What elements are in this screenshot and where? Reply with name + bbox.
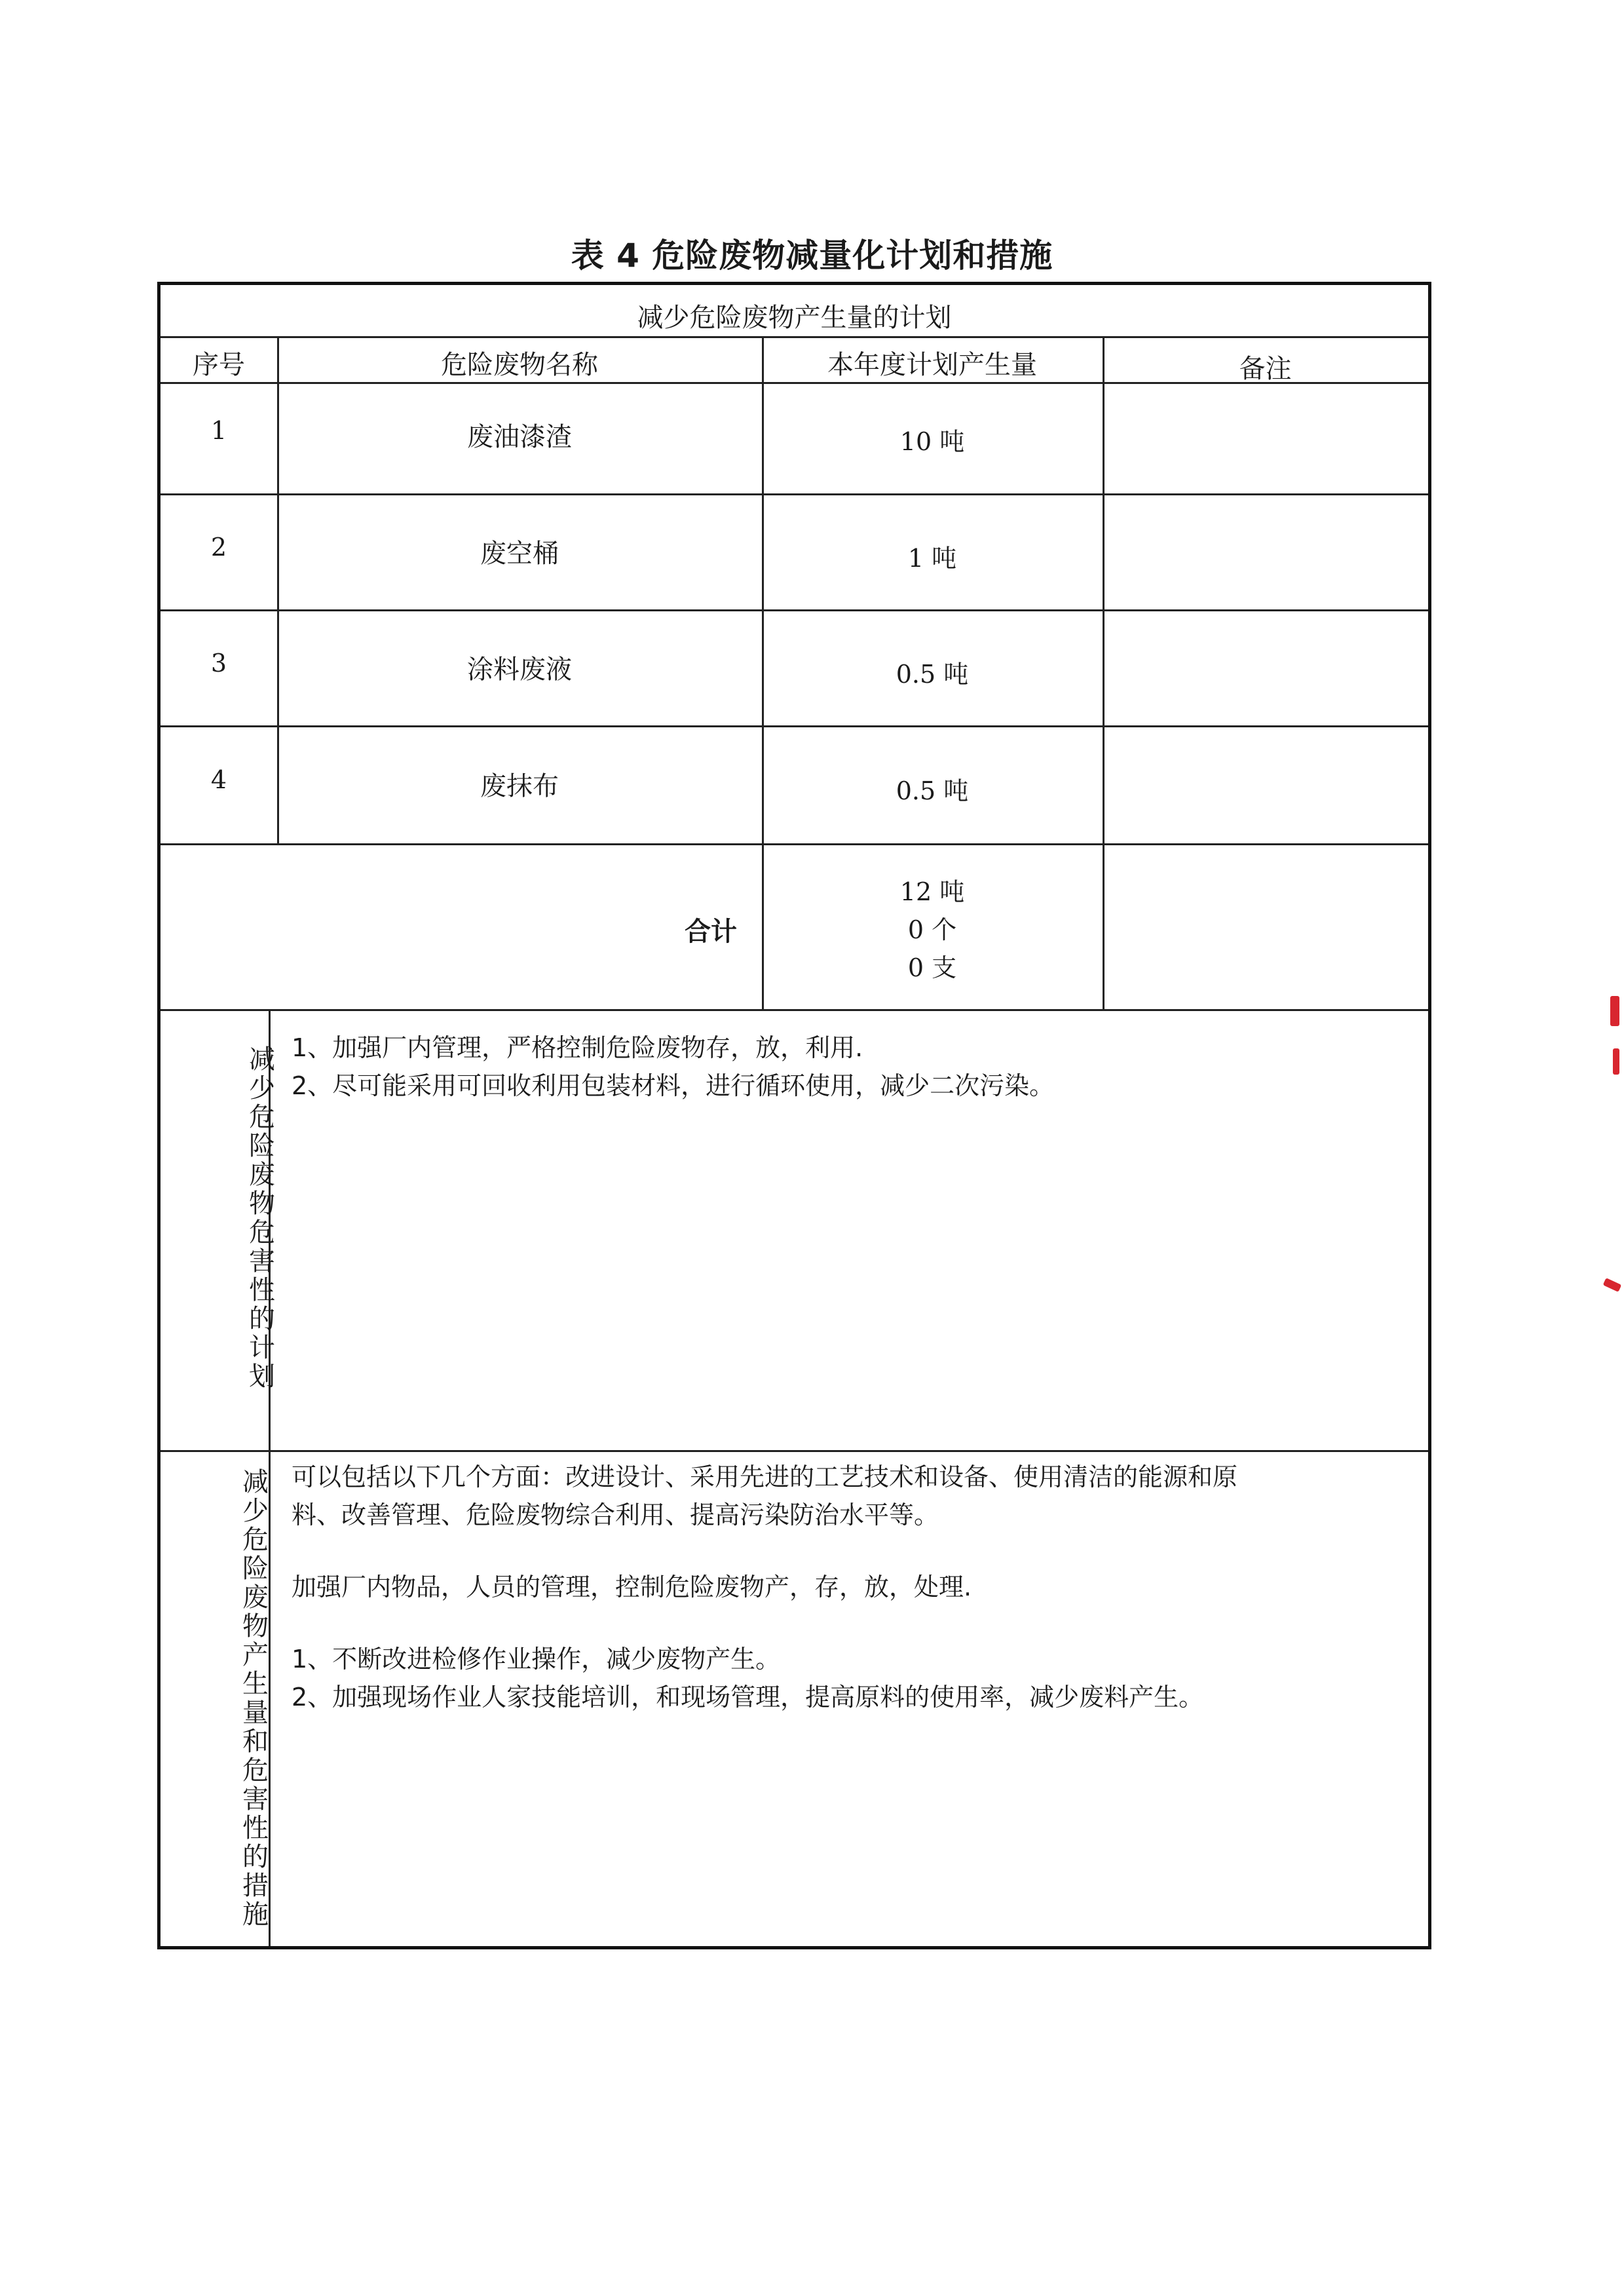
hazard-plan-text	[292, 1029, 1405, 1105]
row-2-name: 废空桶	[480, 539, 559, 569]
row-4-amount: 0.5 吨	[896, 776, 969, 805]
row-1-no: 1	[210, 416, 227, 445]
hazard-section-label-vertical: 减少危险废物危害性的计划	[249, 1044, 275, 1392]
row-3-name: 涂料废液	[467, 655, 572, 685]
total-amount-units: 0 支	[907, 953, 957, 982]
column-header-no: 序号	[193, 350, 245, 380]
total-amount-pieces: 0 个	[907, 915, 957, 944]
row-3-no: 3	[210, 649, 227, 678]
waste-reduction-table	[157, 282, 1431, 1949]
column-header-remark: 备注	[1239, 354, 1292, 384]
measures-text	[292, 1458, 1418, 1716]
stamp-edge-mark	[1603, 1278, 1622, 1292]
hazard-plan-line-2: 2、尽可能采用可回收利用包装材料，进行循环使用，减少二次污染。	[292, 1071, 1055, 1100]
stamp-edge-mark	[1613, 1048, 1619, 1075]
row-4-no: 4	[210, 765, 227, 794]
measures-section-label-vertical: 减少危险废物产生量和危害性的措施	[242, 1467, 269, 1930]
measures-line-2: 2、加强现场作业人家技能培训，和现场管理，提高原料的使用率，减少废料产生。	[292, 1683, 1204, 1712]
rule-row-3	[161, 725, 1428, 727]
measures-line-1: 1、不断改进检修作业操作，减少废物产生。	[292, 1645, 781, 1674]
plan-section-header: 减少危险废物产生量的计划	[637, 303, 952, 333]
rule-hazard	[161, 1450, 1428, 1452]
measures-intro-line-1: 可以包括以下几个方面：改进设计、采用先进的工艺技术和设备、使用清洁的能源和原	[292, 1463, 1238, 1491]
page-title: 表 4 危险废物减量化计划和措施	[571, 237, 1053, 275]
measures-note: 加强厂内物品，人员的管理，控制危险废物产，存，放，处理.	[292, 1573, 972, 1601]
hazard-plan-line-1: 1、加强厂内管理，严格控制危险废物存，放，利用.	[292, 1033, 863, 1062]
row-1-name: 废油漆渣	[467, 422, 572, 452]
row-2-no: 2	[210, 533, 227, 562]
rule-row-2	[161, 609, 1428, 611]
row-2-amount: 1 吨	[907, 544, 957, 573]
column-header-amount: 本年度计划产生量	[827, 350, 1037, 380]
row-1-amount: 10 吨	[899, 427, 965, 456]
column-header-name: 危险废物名称	[441, 350, 598, 380]
rule-col-amount	[1103, 336, 1105, 1009]
row-4-name: 废抹布	[480, 771, 559, 801]
rule-under-section-header	[161, 336, 1428, 338]
total-label: 合计	[685, 917, 737, 947]
measures-intro-line-2: 料、改善管理、危险废物综合利用、提高污染防治水平等。	[292, 1501, 939, 1529]
stamp-edge-mark	[1610, 996, 1619, 1026]
row-3-amount: 0.5 吨	[896, 660, 969, 689]
rule-row-4	[161, 843, 1428, 845]
total-amount-tons: 12 吨	[899, 877, 965, 906]
rule-total	[161, 1009, 1428, 1011]
rule-row-1	[161, 493, 1428, 495]
